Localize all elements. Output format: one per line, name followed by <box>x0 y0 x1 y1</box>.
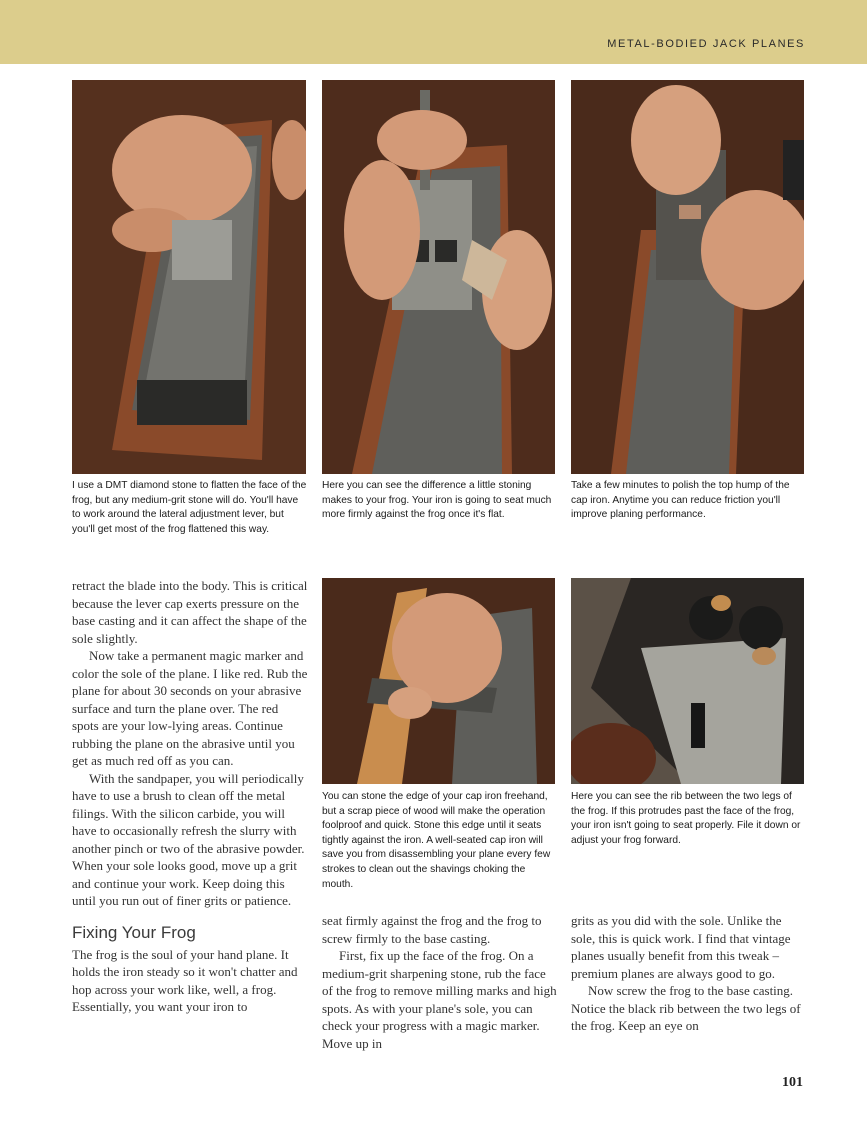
photo-caption: You can stone the edge of your cap iron freehand, but a scrap piece of wood will make the operation foolproof and quick. Stone this edge until it seats tightly against the iron. A well-seated cap iron will save you from disassembling your plane every few strokes to clean out the shavings choking the mouth. <box>322 791 551 890</box>
running-head: METAL-BODIED JACK PLANES <box>607 38 805 50</box>
body-paragraph: Now screw the frog to the base casting. Notice the black rib between the two legs of the frog. Keep an eye on <box>571 983 801 1033</box>
photo-cap-iron-polish <box>571 80 804 474</box>
photo-caption: Here you can see the difference a little stoning makes to your frog. Your iron is going to seat much more firmly against the frog once it's flat. <box>322 480 552 521</box>
header-band <box>0 0 867 64</box>
body-column-1 <box>72 577 308 1016</box>
photo-cap-iron-stoning <box>322 578 555 784</box>
photo-caption: Here you can see the rib between the two legs of the frog. If this protrudes past the face of the frog, your iron isn't going to seat properly. File it down or adjust your frog forward. <box>571 791 801 846</box>
body-paragraph: Now take a permanent magic marker and color the sole of the plane. I like red. Rub the plane for about 30 seconds on your abrasive surface and turn the plane over. The red spots are your low-lying areas. Continue rubbing the plane on the abrasive until you get as much red off as you can. <box>72 648 308 768</box>
body-paragraph: The frog is the soul of your hand plane. It holds the iron steady so it won't chatter and hop across your work like, well, a frog. Essentially, you want your iron to <box>72 946 298 1014</box>
photo-frog-flattening <box>72 80 306 474</box>
photo-caption: I use a DMT diamond stone to flatten the face of the frog, but any medium-grit stone will do. You'll have to work around the lateral adjustment lever, but you'll get most of the frog flattened this way. <box>72 480 307 535</box>
photo-stoned-frog <box>322 80 555 474</box>
section-heading: Fixing Your Frog <box>72 922 196 942</box>
photo-caption: Take a few minutes to polish the top hump of the cap iron. Anytime you can reduce friction you'll improve planing performance. <box>571 480 790 521</box>
page-number: 101 <box>782 1075 803 1090</box>
body-paragraph: With the sandpaper, you will periodically have to use a brush to clean off the metal filings. With the silicon carbide, you will have to occasionally refresh the slurry with another pinch or two of the abrasive powder. When your sole looks good, move up a grit and continue your work. Keep doing this until you run out of finer grits or patience. <box>72 770 305 908</box>
photo-frog-rib <box>571 578 804 784</box>
body-paragraph: retract the blade into the body. This is critical because the lever cap exerts pressure on the base casting and it can affect the shape of the sole slightly. <box>72 578 308 646</box>
body-column-3 <box>571 912 807 1035</box>
body-paragraph: First, fix up the face of the frog. On a medium-grit sharpening stone, rub the face of the frog to remove milling marks and high spots. As with your plane's sole, you can check your progress with a magic marker. Move up in <box>322 948 557 1051</box>
body-column-2 <box>322 912 558 1052</box>
body-paragraph: seat firmly against the frog and the frog to screw firmly to the base casting. <box>322 913 542 946</box>
body-paragraph: grits as you did with the sole. Unlike the sole, this is quick work. I find that vintage planes usually benefit from this tweak – premium planes are always good to go. <box>571 913 791 981</box>
